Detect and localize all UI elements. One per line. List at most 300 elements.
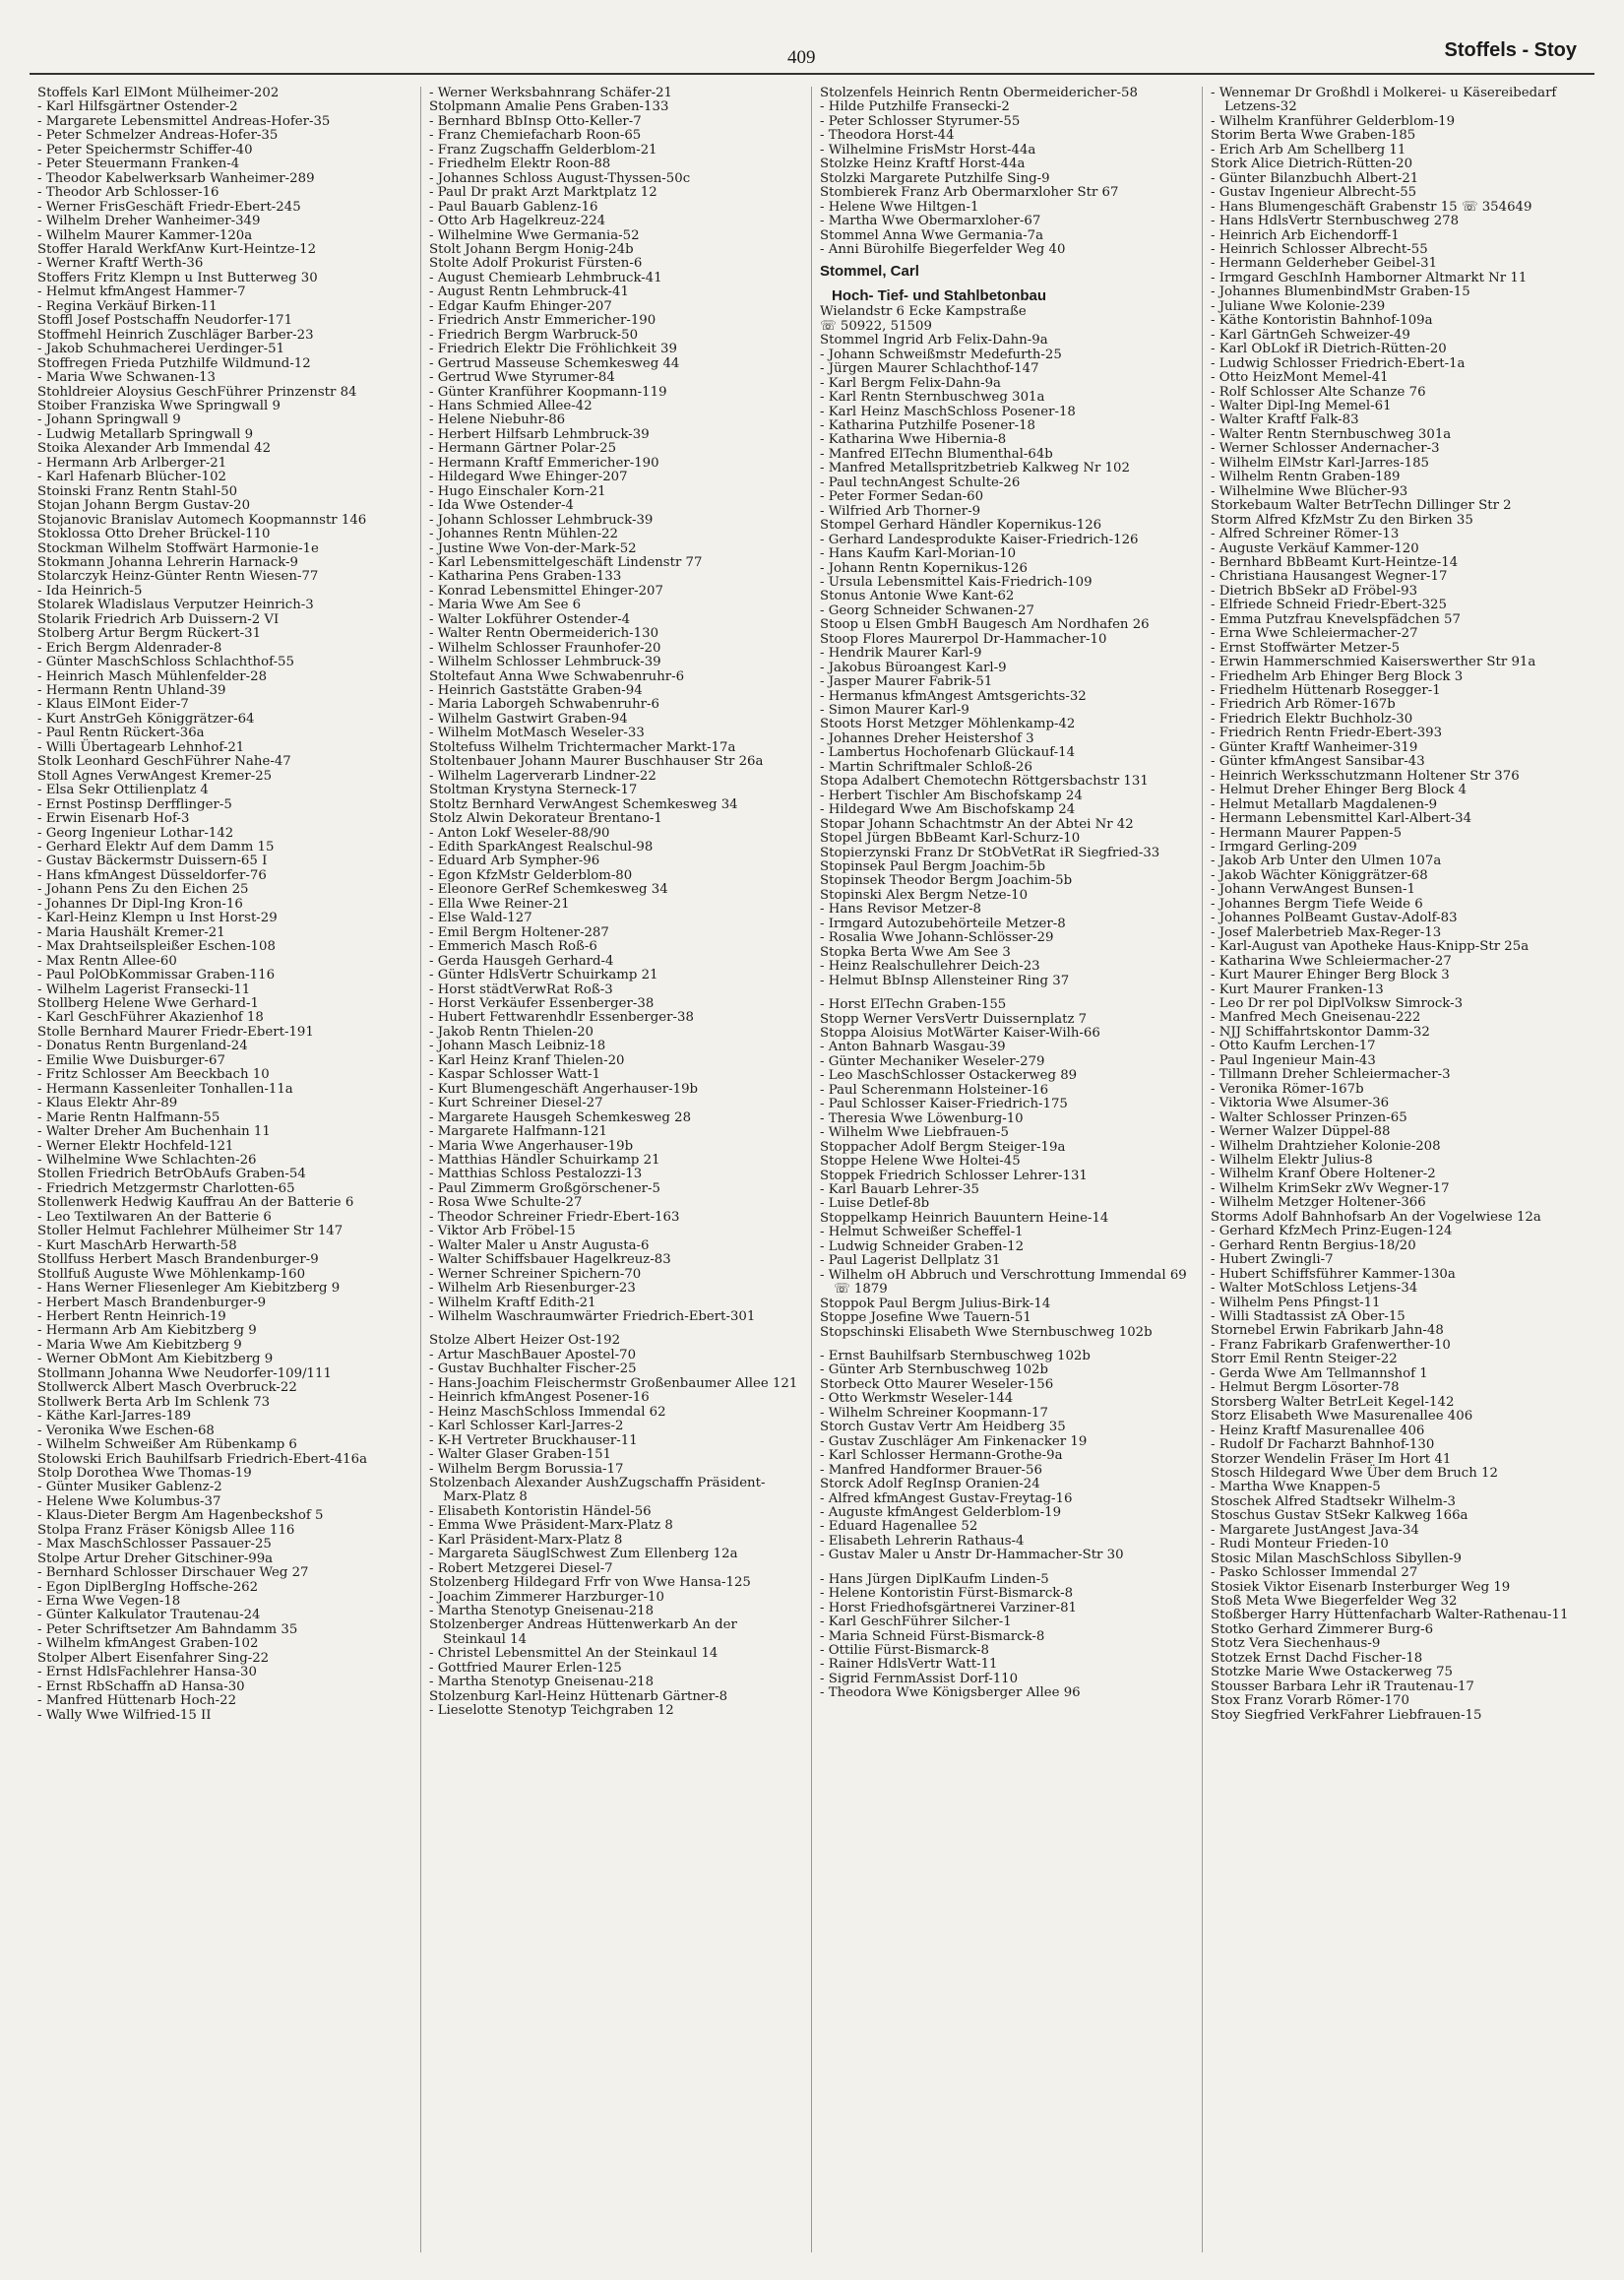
directory-entry: - Gustav Maler u Anstr Dr-Hammacher-Str 30 xyxy=(820,1548,1124,1563)
directory-entry: - Johannes Bergm Tiefe Weide 6 xyxy=(1211,896,1423,912)
directory-entry: - Walter Dreher Am Buchenhain 11 xyxy=(37,1124,271,1140)
directory-entry: - Hilde Putzhilfe Fransecki-2 xyxy=(820,99,1010,115)
directory-entry: - Georg Schneider Schwanen-27 xyxy=(820,602,1034,618)
directory-entry: - Irmgard Autozubehörteile Metzer-8 xyxy=(820,916,1066,931)
directory-entry: - Käthe Karl-Jarres-189 xyxy=(37,1409,192,1425)
directory-entry: - Margarete Halfmann-121 xyxy=(429,1124,607,1140)
directory-entry: - Matthias Schloss Pestalozzi-13 xyxy=(429,1167,643,1182)
directory-entry: - Jakob Arb Unter den Ulmen 107a xyxy=(1211,854,1442,869)
directory-entry: - Karl Bergm Felix-Dahn-9a xyxy=(820,375,1001,391)
directory-entry: - Hildegard Wwe Am Bischofskamp 24 xyxy=(820,802,1076,818)
directory-entry: - Johannes PolBeamt Gustav-Adolf-83 xyxy=(1211,911,1458,926)
directory-entry: - Maria Laborgeh Schwabenruhr-6 xyxy=(429,697,659,713)
directory-entry: - Ludwig Schlosser Friedrich-Ebert-1a xyxy=(1211,355,1466,371)
directory-entry: - Karl Bauarb Lehrer-35 xyxy=(820,1181,979,1197)
directory-entry: Stotz Vera Siechenhaus-9 xyxy=(1211,1636,1381,1652)
directory-entry: - K-H Vertreter Bruckhauser-11 xyxy=(429,1432,638,1448)
directory-entry: - Martha Stenotyp Gneisenau-218 xyxy=(429,1675,655,1690)
directory-entry: - Leo Dr rer pol DiplVolksw Simrock-3 xyxy=(1211,996,1464,1011)
directory-entry: - Heinrich kfmAngest Posener-16 xyxy=(429,1390,650,1406)
directory-entry: - Johannes Rentn Mühlen-22 xyxy=(429,527,619,542)
directory-entry: - Walter Kraftf Falk-83 xyxy=(1211,412,1359,428)
directory-entry: - Simon Maurer Karl-9 xyxy=(820,703,969,719)
directory-entry: Stopel Jürgen BbBeamt Karl-Schurz-10 xyxy=(820,831,1081,847)
directory-entry: Stolzenberg Hildegard Frfr von Wwe Hansa-125 xyxy=(429,1575,751,1591)
directory-entry: - Werner Walzer Düppel-88 xyxy=(1211,1124,1391,1140)
directory-entry: - Karl GeschFührer Akazienhof 18 xyxy=(37,1010,264,1026)
directory-entry: Stoklossa Otto Dreher Brückel-110 xyxy=(37,527,271,542)
section-heading: Stommel, Carl xyxy=(820,263,919,281)
directory-entry: - Max Drahtseilspleißer Eschen-108 xyxy=(37,939,276,955)
directory-entry: - Heinz Kraftf Masurenallee 406 xyxy=(1211,1423,1425,1438)
directory-entry: - Karl Hafenarb Blücher-102 xyxy=(37,470,227,485)
directory-entry: - Elisabeth Kontoristin Händel-56 xyxy=(429,1503,652,1519)
directory-entry: Stopar Johann Schachtmstr An der Abtei Nr 42 xyxy=(820,816,1134,832)
directory-entry: - Johannes Dr Dipl-Ing Kron-16 xyxy=(37,896,243,912)
directory-entry: - Wilhelm Dreher Wanheimer-349 xyxy=(37,214,261,229)
directory-entry: Stoffl Josef Postschaffn Neudorfer-171 xyxy=(37,313,293,329)
directory-entry: Stousser Barbara Lehr iR Trautenau-17 xyxy=(1211,1678,1474,1694)
directory-entry: - Peter Steuermann Franken-4 xyxy=(37,157,240,172)
directory-entry: - Jasper Maurer Fabrik-51 xyxy=(820,674,993,690)
directory-entry: - Emil Bergm Holtener-287 xyxy=(429,924,609,940)
directory-entry: Stotko Gerhard Zimmerer Burg-6 xyxy=(1211,1621,1434,1637)
directory-entry: - Johannes Dreher Heistershof 3 xyxy=(820,730,1034,746)
directory-entry: - August Chemiearb Lehmbruck-41 xyxy=(429,270,662,285)
directory-entry: - Wennemar Dr Großhdl i Molkerei- u Käsereibedarf Letzens-32 xyxy=(1211,87,1557,115)
directory-entry: - Gerhard Rentn Bergius-18/20 xyxy=(1211,1237,1416,1253)
directory-entry: - Karl Schlosser Karl-Jarres-2 xyxy=(429,1419,624,1434)
directory-entry: - Paul Schlosser Kaiser-Friedrich-175 xyxy=(820,1097,1068,1112)
directory-entry: - Erich Bergm Aldenrader-8 xyxy=(37,640,222,656)
directory-entry: - Kurt Maurer Ehinger Berg Block 3 xyxy=(1211,968,1450,983)
directory-entry: - Wilhelm Rentn Graben-189 xyxy=(1211,470,1401,485)
directory-entry: - Friedhelm Elektr Roon-88 xyxy=(429,157,611,172)
directory-entry: Stoll Agnes VerwAngest Kremer-25 xyxy=(37,768,273,784)
directory-entry: - Eleonore GerRef Schemkesweg 34 xyxy=(429,882,668,898)
directory-column-2 xyxy=(420,87,811,2252)
directory-entry: - Hans HdlsVertr Sternbuschweg 278 xyxy=(1211,214,1460,229)
directory-entry: - Rosa Wwe Schulte-27 xyxy=(429,1195,583,1211)
directory-entry: - Paul Scherenmann Holsteiner-16 xyxy=(820,1082,1049,1098)
directory-entry: - Wilhelm Arb Riesenburger-23 xyxy=(429,1281,636,1297)
directory-entry: - Emma Wwe Präsident-Marx-Platz 8 xyxy=(429,1518,673,1534)
directory-entry: - Helmut Dreher Ehinger Berg Block 4 xyxy=(1211,783,1468,798)
directory-entry: - Viktor Arb Fröbel-15 xyxy=(429,1224,576,1239)
directory-entry: - Günter Mechaniker Weseler-279 xyxy=(820,1053,1045,1069)
directory-entry: - Otto Arb Hagelkreuz-224 xyxy=(429,214,606,229)
directory-entry: Stork Alice Dietrich-Rütten-20 xyxy=(1211,157,1413,172)
directory-entry: - Friedrich Metzgermstr Charlotten-65 xyxy=(37,1180,295,1196)
directory-entry: Stollenwerk Hedwig Kauffrau An der Batterie 6 xyxy=(37,1195,354,1211)
directory-entry: - Gerda Wwe Am Tellmannshof 1 xyxy=(1211,1365,1428,1381)
directory-entry: Storz Elisabeth Wwe Masurenallee 406 xyxy=(1211,1409,1473,1425)
page-number: 409 xyxy=(787,47,816,68)
directory-entry: - Christel Lebensmittel An der Steinkaul 14 xyxy=(429,1646,718,1662)
directory-entry: - Paul Lagerist Dellplatz 31 xyxy=(820,1253,1001,1269)
directory-entry: - Hermann Lebensmittel Karl-Albert-34 xyxy=(1211,811,1472,827)
directory-entry: - Günter HdlsVertr Schuirkamp 21 xyxy=(429,968,658,983)
directory-entry: - Gustav Bäckermstr Duissern-65 I xyxy=(37,854,268,869)
directory-entry: - Heinz MaschSchloss Immendal 62 xyxy=(429,1404,666,1420)
directory-entry: - Wilhelm Pens Pfingst-11 xyxy=(1211,1295,1381,1310)
directory-entry: Stolberg Artur Bergm Rückert-31 xyxy=(37,626,262,642)
directory-entry: - Wilhelm Maurer Kammer-120a xyxy=(37,227,253,243)
directory-entry: - Hendrik Maurer Karl-9 xyxy=(820,646,982,662)
directory-entry: - Werner Kraftf Werth-36 xyxy=(37,256,204,272)
directory-entry: - Gerhard KfzMech Prinz-Eugen-124 xyxy=(1211,1224,1453,1239)
directory-entry: Storms Adolf Bahnhofsarb An der Vogelwiese 12a xyxy=(1211,1209,1541,1225)
directory-entry: - Manfred ElTechn Blumenthal-64b xyxy=(820,446,1053,462)
directory-entry: - Gottfried Maurer Erlen-125 xyxy=(429,1660,622,1676)
directory-entry: - Max MaschSchlosser Passauer-25 xyxy=(37,1537,272,1552)
directory-entry: - Margareta SäuglSchwest Zum Ellenberg 12a xyxy=(429,1547,738,1562)
directory-entry: Stoß Meta Wwe Biegerfelder Weg 32 xyxy=(1211,1594,1458,1610)
directory-entry: Stopka Berta Wwe Am See 3 xyxy=(820,944,1011,960)
directory-entry: - Eduard Arb Sympher-96 xyxy=(429,854,600,869)
directory-entry: - Auguste kfmAngest Gelderblom-19 xyxy=(820,1504,1062,1520)
directory-entry: - Leo Textilwaren An der Batterie 6 xyxy=(37,1209,272,1225)
directory-entry: Stolzenbach Alexander AushZugschaffn Präsident-Marx-Platz 8 xyxy=(429,1475,766,1505)
directory-entry: - Wilhelm Schlosser Fraunhofer-20 xyxy=(429,640,661,656)
directory-entry: - Ernst Postinsp Derfflinger-5 xyxy=(37,796,232,812)
directory-entry: Stoppe Helene Wwe Holtei-45 xyxy=(820,1154,1021,1170)
directory-column-1 xyxy=(30,87,420,2252)
directory-entry: - Gerhard Landesprodukte Kaiser-Friedrich-126 xyxy=(820,532,1139,547)
directory-entry: - Ida Heinrich-5 xyxy=(37,583,143,599)
directory-entry: - Karl Hilfsgärtner Ostender-2 xyxy=(37,99,238,115)
directory-entry: - Wally Wwe Wilfried-15 II xyxy=(37,1707,212,1723)
directory-entry: - Wilhelm Kranführer Gelderblom-19 xyxy=(1211,113,1456,129)
directory-entry: - Justine Wwe Von-der-Mark-52 xyxy=(429,540,637,556)
directory-entry: - Ludwig Schneider Graben-12 xyxy=(820,1238,1025,1254)
directory-entry: - Paul Zimmerm Großgörschener-5 xyxy=(429,1180,660,1196)
directory-entry: Stoschek Alfred Stadtsekr Wilhelm-3 xyxy=(1211,1493,1456,1509)
directory-entry: - Erich Arb Am Schellberg 11 xyxy=(1211,142,1406,158)
directory-entry: Stoika Alexander Arb Immendal 42 xyxy=(37,441,272,457)
directory-entry: - Edith SparkAngest Realschul-98 xyxy=(429,840,654,855)
directory-entry: - Erwin Hammerschmied Kaiserswerther Str 91a xyxy=(1211,655,1536,670)
directory-entry: - Erwin Eisenarb Hof-3 xyxy=(37,811,190,827)
directory-entry: - Elsa Sekr Ottilienplatz 4 xyxy=(37,783,209,798)
directory-entry: - Walter MotSchloss Letjens-34 xyxy=(1211,1281,1418,1297)
directory-entry: - Hans Jürgen DiplKaufm Linden-5 xyxy=(820,1571,1049,1587)
directory-entry: - Johann VerwAngest Bunsen-1 xyxy=(1211,882,1415,898)
directory-entry: - Ernst HdlsFachlehrer Hansa-30 xyxy=(37,1665,257,1680)
directory-entry: - Otto HeizMont Memel-41 xyxy=(1211,370,1389,386)
directory-entry: - Margarete JustAngest Java-34 xyxy=(1211,1522,1419,1538)
directory-entry: - Jakob Schuhmacherei Uerdinger-51 xyxy=(37,342,285,357)
directory-entry: - Jakobus Büroangest Karl-9 xyxy=(820,660,1007,675)
directory-entry: ☏ 50922, 51509 xyxy=(820,318,932,334)
directory-entry: - Walter Glaser Graben-151 xyxy=(429,1447,612,1463)
directory-entry: Stommel Ingrid Arb Felix-Dahn-9a xyxy=(820,333,1048,348)
directory-entry: Stoltefaut Anna Wwe Schwabenruhr-6 xyxy=(429,668,685,684)
directory-entry: Stoltman Krystyna Sterneck-17 xyxy=(429,783,638,798)
directory-entry: - Lieselotte Stenotyp Teichgraben 12 xyxy=(429,1703,674,1719)
directory-entry: - Ludwig Metallarb Springwall 9 xyxy=(37,426,254,442)
directory-entry: - Hubert Zwingli-7 xyxy=(1211,1252,1334,1268)
directory-entry: - Rosalia Wwe Johann-Schlösser-29 xyxy=(820,930,1054,946)
directory-entry: - Wilhelm oH Abbruch und Verschrottung Immendal 69 ☏ 1879 xyxy=(820,1267,1187,1298)
directory-entry: Stolzenburg Karl-Heinz Hüttenarb Gärtner-8 xyxy=(429,1688,728,1704)
directory-entry: - Wilhelm kfmAngest Graben-102 xyxy=(37,1636,259,1652)
directory-entry: - Jakob Rentn Thielen-20 xyxy=(429,1024,594,1040)
directory-entry: - Fritz Schlosser Am Beeckbach 10 xyxy=(37,1067,270,1083)
directory-entry: - Josef Malerbetrieb Max-Reger-13 xyxy=(1211,924,1442,940)
directory-entry: - Erna Wwe Vegen-18 xyxy=(37,1594,181,1610)
directory-entry: - Katharina Pens Graben-133 xyxy=(429,569,622,585)
directory-entry: - Günter Bilanzbuchh Albert-21 xyxy=(1211,170,1419,186)
directory-entry: Stopinski Alex Bergm Netze-10 xyxy=(820,887,1029,903)
directory-entry: Stolarczyk Heinz-Günter Rentn Wiesen-77 xyxy=(37,569,319,585)
directory-entry: - Werner ObMont Am Kiebitzberg 9 xyxy=(37,1352,274,1367)
directory-entry: - Hans Revisor Metzer-8 xyxy=(820,902,981,918)
directory-entry: - Hans kfmAngest Düsseldorfer-76 xyxy=(37,867,267,883)
directory-entry: - Gertrud Masseuse Schemkesweg 44 xyxy=(429,355,680,371)
directory-entry: - Emmerich Masch Roß-6 xyxy=(429,939,597,955)
directory-entry: - Franz Fabrikarb Grafenwerther-10 xyxy=(1211,1337,1451,1353)
directory-entry: - Ella Wwe Reiner-21 xyxy=(429,896,570,912)
directory-entry: - Walter Schiffsbauer Hagelkreuz-83 xyxy=(429,1252,671,1268)
directory-entry: Stosch Hildegard Wwe Über dem Bruch 12 xyxy=(1211,1465,1498,1481)
directory-entry: - Jürgen Maurer Schlachthof-147 xyxy=(820,361,1039,377)
directory-columns xyxy=(30,87,1594,2252)
directory-entry: - Herbert Tischler Am Bischofskamp 24 xyxy=(820,788,1083,803)
directory-entry: Stoffers Fritz Klempn u Inst Butterweg 30 xyxy=(37,270,318,285)
directory-entry: Stolle Bernhard Maurer Friedr-Ebert-191 xyxy=(37,1024,314,1040)
directory-entry: - Leo MaschSchlosser Ostackerweg 89 xyxy=(820,1068,1078,1084)
directory-entry: - Jakob Wächter Königgrätzer-68 xyxy=(1211,867,1428,883)
directory-entry: - Regina Verkäuf Birken-11 xyxy=(37,298,218,314)
directory-entry: - Johannes Schloss August-Thyssen-50c xyxy=(429,170,691,186)
directory-entry: - Wilhelm Drahtzieher Kolonie-208 xyxy=(1211,1138,1441,1154)
directory-entry: - Egon DiplBergIng Hoffsche-262 xyxy=(37,1579,259,1595)
directory-entry: - Martha Stenotyp Gneisenau-218 xyxy=(429,1604,655,1619)
directory-entry: - Walter Lokführer Ostender-4 xyxy=(429,611,631,627)
directory-entry: Wielandstr 6 Ecke Kampstraße xyxy=(820,304,1027,320)
directory-entry: - Horst ElTechn Graben-155 xyxy=(820,997,1007,1013)
directory-entry: - Lambertus Hochofenarb Glückauf-14 xyxy=(820,745,1076,761)
directory-entry: - Helene Kontoristin Fürst-Bismarck-8 xyxy=(820,1586,1074,1602)
directory-entry: Stopschinski Elisabeth Wwe Sternbuschweg 102b xyxy=(820,1324,1153,1340)
directory-entry: - Wilhelm Elektr Julius-8 xyxy=(1211,1152,1373,1168)
directory-entry: - Peter Schlosser Styrumer-55 xyxy=(820,113,1021,129)
directory-entry: - Veronika Römer-167b xyxy=(1211,1081,1364,1097)
directory-entry: - Max Rentn Allee-60 xyxy=(37,953,177,969)
directory-entry: - Elfriede Schneid Friedr-Ebert-325 xyxy=(1211,598,1447,613)
directory-entry: - Theodor Schreiner Friedr-Ebert-163 xyxy=(429,1209,680,1225)
directory-entry: Stolowski Erich Bauhilfsarb Friedrich-Ebert-416a xyxy=(37,1451,368,1467)
directory-entry: - Gerda Hausgeh Gerhard-4 xyxy=(429,953,614,969)
directory-entry: Stopierzynski Franz Dr StObVetRat iR Siegfried-33 xyxy=(820,845,1160,860)
directory-entry: - Karl Heinz Kranf Thielen-20 xyxy=(429,1052,625,1068)
directory-entry: Stollwerck Albert Masch Overbruck-22 xyxy=(37,1380,297,1396)
directory-entry: - Else Wald-127 xyxy=(429,911,532,926)
directory-entry: - Friedhelm Arb Ehinger Berg Block 3 xyxy=(1211,668,1464,684)
directory-entry: - Margarete Lebensmittel Andreas-Hofer-35 xyxy=(37,113,331,129)
directory-entry: Stolpe Artur Dreher Gitschiner-99a xyxy=(37,1551,274,1566)
directory-entry: Stolzenberger Andreas Hüttenwerkarb An der Steinkaul 14 xyxy=(429,1617,737,1647)
directory-entry: - Wilhelm Schlosser Lehmbruck-39 xyxy=(429,655,661,670)
directory-entry: Storsberg Walter BetrLeit Kegel-142 xyxy=(1211,1394,1455,1410)
directory-entry: - Rainer HdlsVertr Watt-11 xyxy=(820,1657,998,1673)
directory-entry: Storim Berta Wwe Graben-185 xyxy=(1211,128,1416,144)
directory-entry: - Theodor Arb Schlosser-16 xyxy=(37,185,219,201)
directory-entry: Stonus Antonie Wwe Kant-62 xyxy=(820,589,1015,604)
directory-entry: - Manfred Handformer Brauer-56 xyxy=(820,1462,1042,1478)
directory-entry: - Maria Wwe Am Kiebitzberg 9 xyxy=(37,1337,242,1353)
directory-entry: - Walter Rentn Obermeiderich-130 xyxy=(429,626,659,642)
directory-entry: - Günter Kranführer Koopmann-119 xyxy=(429,384,667,400)
directory-entry: - Wilhelm Metzger Holtener-366 xyxy=(1211,1195,1426,1211)
directory-entry: - Manfred Metallspritzbetrieb Kalkweg Nr 102 xyxy=(820,461,1130,476)
directory-entry: - Wilhelm Kranf Obere Holtener-2 xyxy=(1211,1167,1436,1182)
directory-entry: - Wilhelm KrimSekr zWv Wegner-17 xyxy=(1211,1180,1450,1196)
directory-entry: - Wilhelm ElMstr Karl-Jarres-185 xyxy=(1211,455,1430,471)
directory-entry: - Christiana Hausangest Wegner-17 xyxy=(1211,569,1448,585)
directory-entry: - Klaus-Dieter Bergm Am Hagenbeckshof 5 xyxy=(37,1508,324,1524)
directory-entry: - Helmut kfmAngest Hammer-7 xyxy=(37,285,246,300)
directory-entry: - Kurt Schreiner Diesel-27 xyxy=(429,1096,603,1111)
directory-entry: - Karl Heinz MaschSchloss Posener-18 xyxy=(820,404,1076,419)
directory-entry: - Heinrich Masch Mühlenfelder-28 xyxy=(37,668,268,684)
directory-entry: Stolzki Margarete Putzhilfe Sing-9 xyxy=(820,170,1050,186)
directory-entry: - Helmut Schweißer Scheffel-1 xyxy=(820,1225,1024,1240)
directory-entry: - Bernhard BbBeamt Kurt-Heintze-14 xyxy=(1211,554,1459,570)
directory-entry: - Hermann Gärtner Polar-25 xyxy=(429,441,617,457)
directory-entry: - Donatus Rentn Burgenland-24 xyxy=(37,1039,248,1054)
directory-entry: - Paul technAngest Schulte-26 xyxy=(820,475,1021,490)
directory-entry: - Friedrich Rentn Friedr-Ebert-393 xyxy=(1211,726,1443,741)
directory-entry: Stolze Albert Heizer Ost-192 xyxy=(429,1333,621,1349)
directory-entry: - Hans Schmied Allee-42 xyxy=(429,398,593,413)
directory-entry: - Maria Wwe Schwanen-13 xyxy=(37,370,217,386)
directory-entry: Stommel Anna Wwe Germania-7a xyxy=(820,227,1044,243)
directory-entry: Stoppek Friedrich Schlosser Lehrer-131 xyxy=(820,1168,1088,1183)
directory-entry: - Theresia Wwe Löwenburg-10 xyxy=(820,1110,1024,1126)
directory-entry: - Bernhard Schlosser Dirschauer Weg 27 xyxy=(37,1565,309,1581)
directory-entry: Stohldreier Aloysius GeschFührer Prinzenstr 84 xyxy=(37,384,357,400)
directory-entry: - Irmgard Gerling-209 xyxy=(1211,840,1357,855)
directory-entry: - Katharina Wwe Hibernia-8 xyxy=(820,432,1007,448)
directory-entry: - Friedrich Elektr Die Fröhlichkeit 39 xyxy=(429,342,677,357)
directory-entry: Stoy Siegfried VerkFahrer Liebfrauen-15 xyxy=(1211,1707,1482,1723)
directory-entry: - Wilhelmine Wwe Germania-52 xyxy=(429,227,640,243)
directory-entry: - Helmut BbInsp Allensteiner Ring 37 xyxy=(820,973,1070,988)
directory-entry: - Werner FrisGeschäft Friedr-Ebert-245 xyxy=(37,199,301,215)
directory-entry: Stoschus Gustav StSekr Kalkweg 166a xyxy=(1211,1508,1468,1524)
directory-entry: - Theodora Wwe Königsberger Allee 96 xyxy=(820,1685,1081,1701)
directory-entry: - Herbert Rentn Heinrich-19 xyxy=(37,1308,226,1324)
directory-entry: - Georg Ingenieur Lothar-142 xyxy=(37,825,234,841)
directory-entry: Stosiek Viktor Eisenarb Insterburger Weg 19 xyxy=(1211,1579,1511,1595)
directory-entry: - Horst Friedhofsgärtnerei Varziner-81 xyxy=(820,1600,1078,1615)
directory-entry: - Gustav Buchhalter Fischer-25 xyxy=(429,1362,637,1377)
directory-entry: - Franz Chemiefacharb Roon-65 xyxy=(429,128,642,144)
directory-entry: - Wilhelm MotMasch Weseler-33 xyxy=(429,726,645,741)
directory-entry: - Günter MaschSchloss Schlachthof-55 xyxy=(37,655,294,670)
directory-entry: - Friedrich Anstr Emmericher-190 xyxy=(429,313,656,329)
directory-entry: Stoppe Josefine Wwe Tauern-51 xyxy=(820,1310,1031,1326)
directory-entry: - Veronika Wwe Eschen-68 xyxy=(37,1423,215,1438)
directory-entry: Stoller Helmut Fachlehrer Mülheimer Str 147 xyxy=(37,1224,344,1239)
directory-entry: - Maria Schneid Fürst-Bismarck-8 xyxy=(820,1628,1045,1644)
directory-entry: - Anton Lokf Weseler-88/90 xyxy=(429,825,610,841)
directory-entry: - Wilhelmine FrisMstr Horst-44a xyxy=(820,142,1036,158)
directory-entry: - Peter Former Sedan-60 xyxy=(820,489,984,505)
directory-entry: - Anton Bahnarb Wasgau-39 xyxy=(820,1040,1006,1055)
directory-entry: - Paul Ingenieur Main-43 xyxy=(1211,1052,1376,1068)
directory-entry: Storch Gustav Vertr Am Heidberg 35 xyxy=(820,1420,1066,1435)
directory-entry: Stoppacher Adolf Bergm Steiger-19a xyxy=(820,1139,1066,1155)
directory-entry: - Kaspar Schlosser Watt-1 xyxy=(429,1067,600,1083)
directory-entry: Stollfuß Auguste Wwe Möhlenkamp-160 xyxy=(37,1266,306,1282)
directory-entry: Stompel Gerhard Händler Kopernikus-126 xyxy=(820,518,1102,534)
directory-entry: - Horst städtVerwRat Roß-3 xyxy=(429,982,613,997)
directory-entry: Stolt Johann Bergm Honig-24b xyxy=(429,241,634,257)
directory-entry: - Manfred Hüttenarb Hoch-22 xyxy=(37,1693,237,1709)
directory-entry: - Günter Musiker Gablenz-2 xyxy=(37,1480,222,1495)
directory-entry: Stolzke Heinz Kraftf Horst-44a xyxy=(820,157,1026,172)
running-header: Stoffels - Stoy xyxy=(1444,39,1577,61)
directory-entry: Stotzek Ernst Dachd Fischer-18 xyxy=(1211,1650,1423,1666)
directory-entry: - Walter Dipl-Ing Memel-61 xyxy=(1211,398,1392,413)
directory-entry: Storm Alfred KfzMstr Zu den Birken 35 xyxy=(1211,512,1473,528)
directory-entry: - Maria Haushält Kremer-21 xyxy=(37,924,225,940)
directory-entry: - Helmut Metallarb Magdalenen-9 xyxy=(1211,796,1438,812)
directory-entry: - Herbert Hilfsarb Lehmbruck-39 xyxy=(429,426,650,442)
directory-entry: - Alfred kfmAngest Gustav-Freytag-16 xyxy=(820,1490,1073,1506)
directory-entry: Stombierek Franz Arb Obermarxloher Str 67 xyxy=(820,185,1119,201)
directory-entry: - Werner Schreiner Spichern-70 xyxy=(429,1266,642,1282)
directory-entry: - Wilfried Arb Thorner-9 xyxy=(820,503,981,519)
directory-entry: - Hildegard Wwe Ehinger-207 xyxy=(429,470,628,485)
directory-entry: Stolz Alwin Dekorateur Brentano-1 xyxy=(429,811,662,827)
directory-entry: - Hermann Kassenleiter Tonhallen-11a xyxy=(37,1081,293,1097)
directory-entry: Storck Adolf RegInsp Oranien-24 xyxy=(820,1477,1040,1492)
directory-entry: Stoop Flores Maurerpol Dr-Hammacher-10 xyxy=(820,631,1107,647)
directory-entry: - Peter Schmelzer Andreas-Hofer-35 xyxy=(37,128,279,144)
directory-entry: - Heinrich Gaststätte Graben-94 xyxy=(429,683,643,699)
directory-entry: Stoiber Franziska Wwe Springwall 9 xyxy=(37,398,281,413)
directory-entry: - Heinrich Schlosser Albrecht-55 xyxy=(1211,241,1428,257)
directory-entry: - Friedhelm Hüttenarb Rosegger-1 xyxy=(1211,683,1441,699)
directory-entry: - Wilhelmine Wwe Blücher-93 xyxy=(1211,483,1408,499)
directory-entry: - Walter Schlosser Prinzen-65 xyxy=(1211,1109,1407,1125)
directory-entry: - Johann Springwall 9 xyxy=(37,412,181,428)
directory-entry: - Willi Übertagearb Lehnhof-21 xyxy=(37,739,245,755)
directory-entry: - August Rentn Lehmbruck-41 xyxy=(429,285,629,300)
directory-entry: - Peter Schriftsetzer Am Bahndamm 35 xyxy=(37,1621,298,1637)
directory-entry: - Klaus Elektr Ahr-89 xyxy=(37,1096,178,1111)
directory-entry: - Luise Detlef-8b xyxy=(820,1196,930,1212)
directory-entry: - Peter Speichermstr Schiffer-40 xyxy=(37,142,253,158)
directory-entry: - Emma Putzfrau Knevelspfädchen 57 xyxy=(1211,611,1461,627)
directory-entry: - Kurt Maurer Franken-13 xyxy=(1211,982,1384,997)
directory-entry: - Hubert Fettwarenhdlr Essenberger-38 xyxy=(429,1010,694,1026)
directory-entry: Stoots Horst Metzger Möhlenkamp-42 xyxy=(820,717,1076,732)
directory-entry: Storbeck Otto Maurer Weseler-156 xyxy=(820,1376,1054,1392)
directory-entry: Stosic Milan MaschSchloss Sibyllen-9 xyxy=(1211,1551,1462,1566)
directory-entry: - Pasko Schlosser Immendal 27 xyxy=(1211,1565,1418,1581)
directory-entry: - Helene Wwe Hiltgen-1 xyxy=(820,199,979,215)
directory-entry: - Hermann Maurer Pappen-5 xyxy=(1211,825,1403,841)
directory-entry: Stolpmann Amalie Pens Graben-133 xyxy=(429,99,669,115)
directory-entry: Stoppok Paul Bergm Julius-Birk-14 xyxy=(820,1296,1051,1311)
directory-entry: - Hermann Gelderheber Geibel-31 xyxy=(1211,256,1438,272)
directory-entry: Stopp Werner VersVertr Duissernplatz 7 xyxy=(820,1011,1088,1027)
